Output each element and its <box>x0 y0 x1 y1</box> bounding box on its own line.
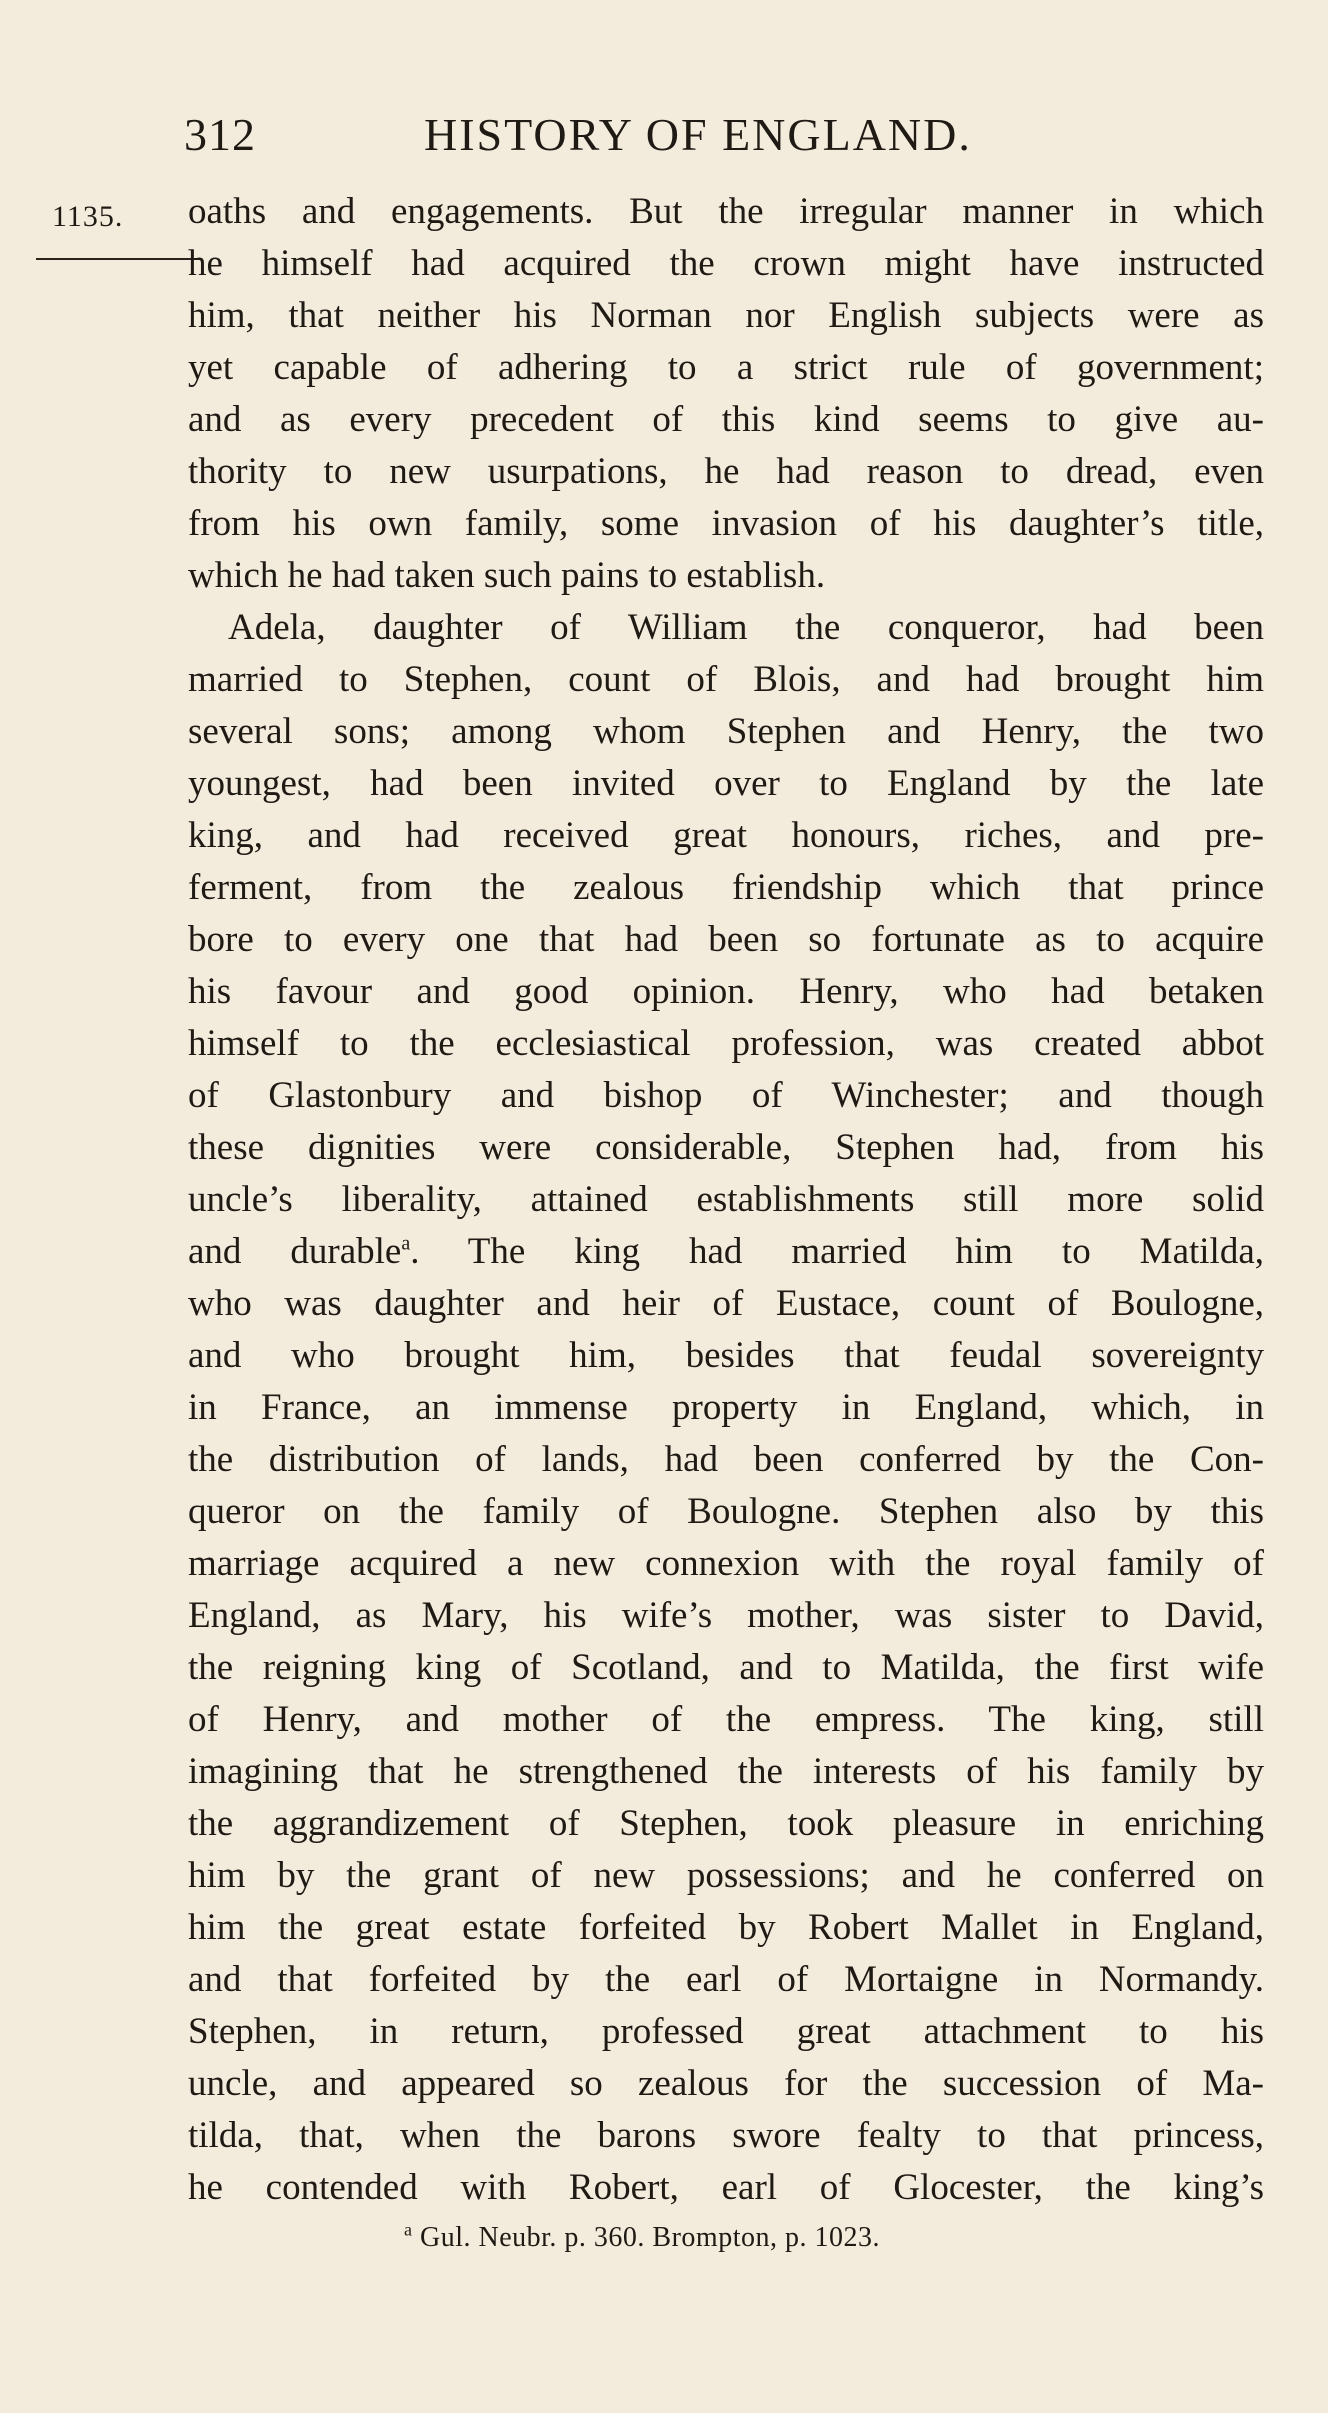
text-line: him by the grant of new possessions; and he conferred on <box>188 1855 1264 1896</box>
text-line: Adela, daughter of William the conqueror, had been <box>228 607 1264 648</box>
page-header <box>184 108 1264 168</box>
text-line: and as every precedent of this kind seems to give au- <box>188 399 1264 440</box>
footnote-text: Gul. Neubr. p. 360. Brompton, p. 1023. <box>420 2222 880 2253</box>
footnote-reference-marker: a <box>401 1232 411 1255</box>
text-line: king, and had received great honours, riches, and pre- <box>188 815 1264 856</box>
text-line: his favour and good opinion. Henry, who had betaken <box>188 971 1264 1012</box>
text-line: youngest, had been invited over to England by the late <box>188 763 1264 804</box>
paragraph-1 <box>188 186 1264 602</box>
text-line: several sons; among whom Stephen and Henry, the two <box>188 711 1264 752</box>
text-line: the distribution of lands, had been conferred by the Con- <box>188 1439 1264 1480</box>
text-line: him, that neither his Norman nor English subjects were as <box>188 295 1264 336</box>
text-line: tilda, that, when the barons swore fealty to that princess, <box>188 2115 1264 2156</box>
text-line: ferment, from the zealous friendship which that prince <box>188 867 1264 908</box>
text-line: who was daughter and heir of Eustace, count of Boulogne, <box>188 1283 1264 1324</box>
text-line: married to Stephen, count of Blois, and had brought him <box>188 659 1264 700</box>
text-line: uncle’s liberality, attained establishments still more solid <box>188 1179 1264 1220</box>
text-line: himself to the ecclesiastical profession, was created abbot <box>188 1023 1264 1064</box>
text-line: marriage acquired a new connexion with the royal family of <box>188 1543 1264 1584</box>
text-line: in France, an immense property in England, which, in <box>188 1387 1264 1428</box>
text-line: bore to every one that had been so fortunate as to acquire <box>188 919 1264 960</box>
text-line: of Glastonbury and bishop of Winchester; and though <box>188 1075 1264 1116</box>
text-line: yet capable of adhering to a strict rule of government; <box>188 347 1264 388</box>
text-line: the aggrandizement of Stephen, took pleasure in enriching <box>188 1803 1264 1844</box>
text-line: he contended with Robert, earl of Glocester, the king’s <box>188 2167 1264 2208</box>
text-line-with-footnote-ref <box>188 1226 1264 1278</box>
text-line: queror on the family of Boulogne. Stephen also by this <box>188 1491 1264 1532</box>
text-line: England, as Mary, his wife’s mother, was sister to David, <box>188 1595 1264 1636</box>
text-line: him the great estate forfeited by Robert Mallet in England, <box>188 1907 1264 1948</box>
running-title: HISTORY OF ENGLAND. <box>424 109 972 160</box>
text-line: he himself had acquired the crown might have instructed <box>188 243 1264 284</box>
margin-rule <box>36 258 202 260</box>
footnote-marker: a <box>404 2219 413 2240</box>
text-line: which he had taken such pains to establish. <box>188 555 826 596</box>
page-number: 312 <box>184 109 256 160</box>
text-line: and who brought him, besides that feudal sovereignty <box>188 1335 1264 1376</box>
text-line: the reigning king of Scotland, and to Matilda, the first wife <box>188 1647 1264 1688</box>
text-line: of Henry, and mother of the empress. The king, still <box>188 1699 1264 1740</box>
text-line: from his own family, some invasion of his daughter’s title, <box>188 503 1264 544</box>
margin-year-note: 1135. <box>52 200 124 233</box>
body-text <box>188 186 1264 2214</box>
text-line: oaths and engagements. But the irregular manner in which <box>188 191 1264 232</box>
text-line: thority to new usurpations, he had reason to dread, even <box>188 451 1264 492</box>
footnote <box>404 2219 880 2254</box>
text-line: imagining that he strengthened the interests of his family by <box>188 1751 1264 1792</box>
text-fragment: and durable <box>188 1231 402 1272</box>
text-line: these dignities were considerable, Stephen had, from his <box>188 1127 1264 1168</box>
text-line: and that forfeited by the earl of Mortaigne in Normandy. <box>188 1959 1264 2000</box>
text-line: Stephen, in return, professed great attachment to his <box>188 2011 1264 2052</box>
text-fragment: . The king had married him to Matilda, <box>410 1231 1265 1272</box>
text-line: uncle, and appeared so zealous for the succession of Ma- <box>188 2063 1264 2104</box>
paragraph-2 <box>188 602 1264 2214</box>
